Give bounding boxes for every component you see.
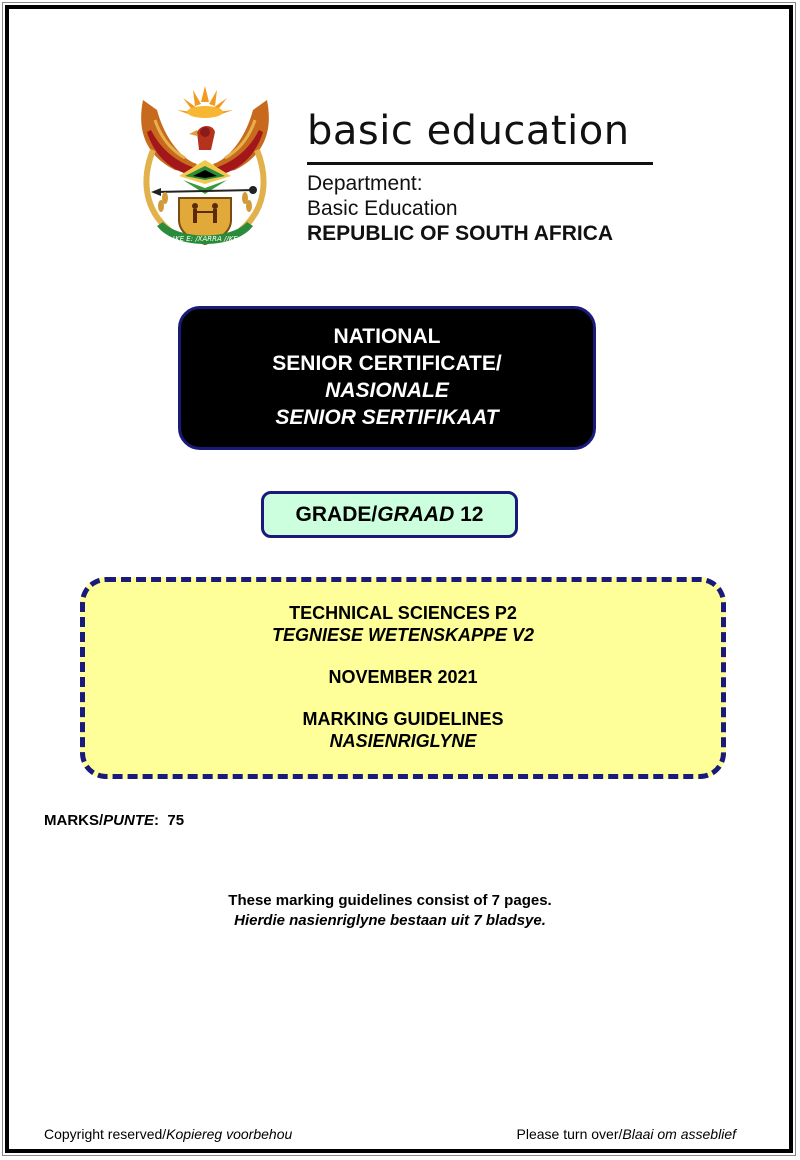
department-label: Department: [307, 172, 423, 195]
footer-turn-over: Please turn over/Blaai om asseblief [516, 1126, 736, 1142]
grade-box [261, 491, 518, 538]
certificate-line-4: SENIOR SERTIFIKAAT [275, 406, 499, 429]
document-type-af: NASIENRIGLYNE [329, 731, 477, 751]
marks-value: 75 [167, 812, 185, 829]
subject-name-af: TEGNIESE WETENSKAPPE V2 [271, 625, 535, 645]
department-branding [307, 108, 657, 246]
country-name: REPUBLIC OF SOUTH AFRICA [307, 222, 614, 245]
brand-title: basic education [307, 108, 630, 154]
page-count-af: Hierdie nasienriglyne bestaan uit 7 bladsye. [234, 912, 546, 929]
grade-label-af: GRAAD [377, 503, 455, 526]
marks-label-en: MARKS/ [44, 812, 104, 829]
page-count-note [0, 891, 780, 931]
subject-name-en: TECHNICAL SCIENCES P2 [289, 603, 517, 623]
grade-label-en: GRADE/ [295, 503, 378, 526]
department-name: Basic Education [307, 197, 458, 220]
page-count-en: These marking guidelines consist of 7 pages. [228, 892, 552, 909]
svg-text:!KE E: /XARRA //KE: !KE E: /XARRA //KE [172, 235, 238, 243]
certificate-line-1: NATIONAL [333, 325, 441, 348]
subject-box [80, 577, 726, 779]
document-type-en: MARKING GUIDELINES [302, 709, 504, 729]
coat-of-arms-icon [135, 80, 275, 250]
footer-copyright: Copyright reserved/Kopiereg voorbehou [44, 1126, 293, 1142]
grade-value: 12 [460, 503, 484, 526]
brand-divider [307, 162, 653, 165]
marks-label-af: PUNTE [103, 812, 155, 829]
certificate-line-3: NASIONALE [325, 379, 449, 402]
certificate-title-box [178, 306, 596, 450]
certificate-line-2: SENIOR CERTIFICATE/ [272, 352, 502, 375]
exam-session: NOVEMBER 2021 [328, 667, 478, 687]
total-marks: MARKS/PUNTE: 75 [44, 812, 185, 829]
